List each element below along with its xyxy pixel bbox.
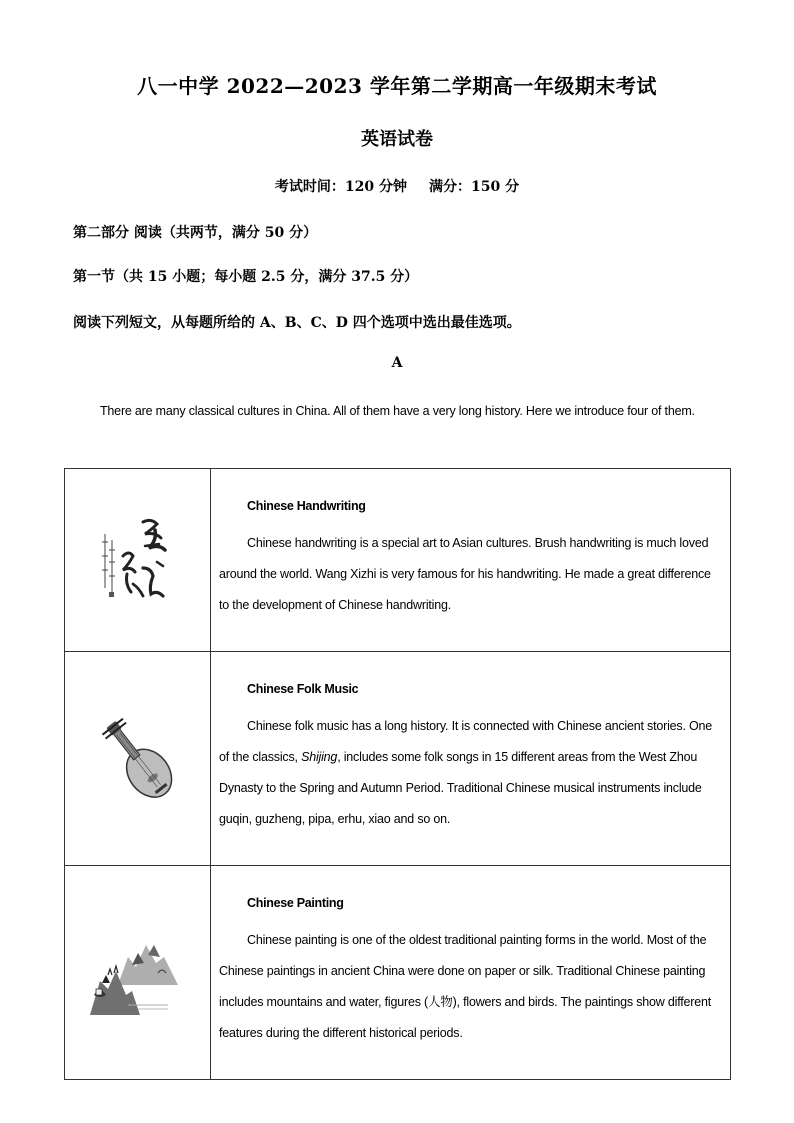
pipa-image (93, 709, 183, 809)
calligraphy-image (97, 512, 179, 608)
image-cell (65, 866, 211, 1080)
text-cell (211, 469, 731, 652)
item-title: Chinese Painting (247, 895, 344, 910)
passage-label: A (391, 355, 403, 371)
item-title: Chinese Handwriting (247, 498, 366, 513)
book-title: Shijing (301, 749, 338, 764)
exam-score: 满分：150 分 (429, 179, 520, 195)
image-cell (65, 469, 211, 652)
instruction-text: 阅读下列短文，从每题所给的 A、B、C、D 四个选项中选出最佳选项。 (73, 315, 521, 331)
exam-time: 考试时间：120 分钟 (274, 179, 407, 195)
exam-info (0, 176, 794, 196)
exam-subtitle: 英语试卷 (361, 129, 433, 150)
section-heading: 第一节（共 15 小题；每小题 2.5 分，满分 37.5 分） (73, 269, 419, 285)
table-row (65, 652, 731, 866)
table-row (65, 469, 731, 652)
passage-intro: There are many classical cultures in China. All of them have a very long history. Here we introduce four of them. (100, 404, 695, 418)
item-body: Chinese folk music has a long history. It is connected with Chinese ancient stories. One of the classics, Shijing, includes some folk songs in 15 different areas from the West Zhou Dynasty to the Spring and Autumn Period. Traditional Chinese musical instruments include guqin, guzheng, pipa, erhu, xiao and so on. (219, 718, 713, 826)
culture-table (64, 468, 731, 1080)
image-cell (65, 652, 211, 866)
landscape-painting-image (88, 925, 188, 1021)
part-heading: 第二部分 阅读（共两节，满分 50 分） (73, 225, 318, 241)
table-row (65, 866, 731, 1080)
item-body: Chinese painting is one of the oldest traditional painting forms in the world. Most of the Chinese paintings in ancient China were done on paper or silk. Traditional Chinese painting includes mountains and water, figures (人物), flowers and birds. The paintings show different features during the different historical periods. (219, 932, 712, 1040)
item-body: Chinese handwriting is a special art to Asian cultures. Brush handwriting is much loved around the world. Wang Xizhi is very famous for his handwriting. He made a great difference to the development of Chinese handwriting. (219, 535, 711, 612)
exam-title: 八一中学 2022—2023 学年第二学期高一年级期末考试 (137, 74, 657, 98)
item-title: Chinese Folk Music (247, 681, 359, 696)
text-cell (211, 866, 731, 1080)
text-cell (211, 652, 731, 866)
